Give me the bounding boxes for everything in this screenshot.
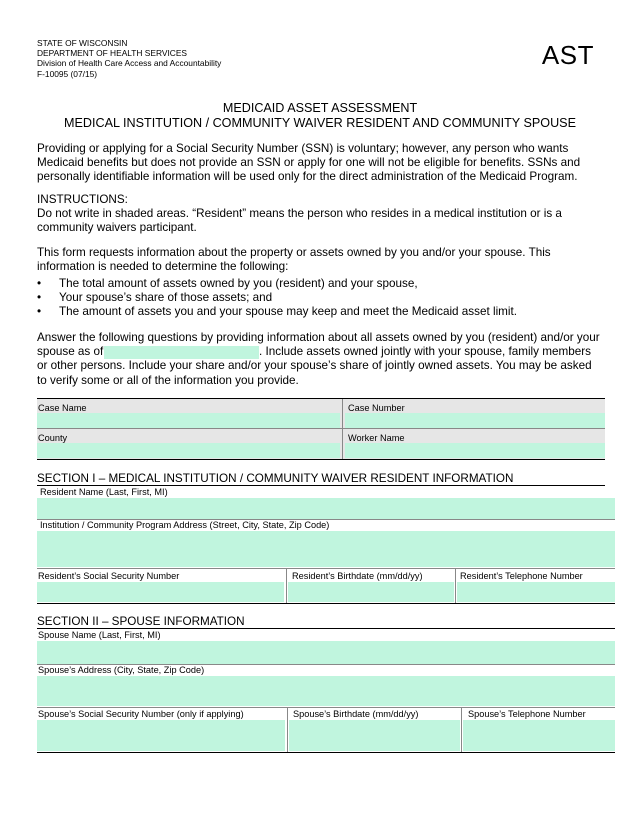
section-2-col-divider (461, 707, 462, 752)
header-department: DEPARTMENT OF HEALTH SERVICES (37, 48, 188, 59)
privacy-paragraph (37, 142, 605, 185)
privacy-line-3: personally identifiable information will be used only for the direct administration of the Medicaid Program. (37, 170, 578, 184)
resident-ssn-field[interactable] (37, 582, 284, 602)
resident-name-label: Resident Name (Last, First, MI) (40, 487, 168, 497)
resident-name-field[interactable] (37, 498, 615, 519)
answer-line-2-start: spouse as of (37, 345, 104, 359)
spouse-ssn-label: Spouse’s Social Security Number (only if applying) (38, 709, 244, 719)
section-1-title: SECTION I – MEDICAL INSTITUTION / COMMUNITY WAIVER RESIDENT INFORMATION (37, 472, 514, 485)
bullet-text: The amount of assets you and your spouse may keep and meet the Medicaid asset limit. (59, 305, 518, 319)
institution-address-label: Institution / Community Program Address (Street, City, State, Zip Code) (40, 520, 330, 530)
worker-name-label: Worker Name (348, 433, 405, 443)
header-division: Division of Health Care Access and Accountability (37, 58, 222, 69)
case-name-label: Case Name (38, 403, 87, 413)
instructions (37, 193, 605, 236)
spouse-birthdate-field[interactable] (289, 720, 460, 751)
bullet-icon: • (37, 305, 42, 319)
spouse-birthdate-label: Spouse’s Birthdate (mm/dd/yy) (293, 709, 419, 719)
case-table-divider (342, 399, 343, 459)
list-item (37, 305, 605, 319)
privacy-line-1: Providing or applying for a Social Security Number (SSN) is voluntary; however, any person who wants (37, 142, 569, 155)
resident-birthdate-field[interactable] (288, 582, 454, 602)
section-2-row-divider (37, 707, 615, 708)
section-1-col-divider (286, 568, 287, 603)
spouse-ssn-field[interactable] (37, 720, 285, 751)
list-item (37, 291, 605, 305)
spouse-name-label: Spouse Name (Last, First, MI) (38, 630, 161, 640)
purpose-paragraph (37, 246, 605, 274)
spouse-name-field[interactable] (37, 641, 615, 664)
bullet-text: The total amount of assets owned by you (resident) and your spouse, (59, 277, 418, 290)
header-form-number: F-10095 (07/15) (37, 68, 98, 79)
form-code: AST (541, 40, 594, 70)
list-item (37, 277, 605, 291)
answer-line-3: or other persons. Include your share and/or your spouse’s share of jointly owned assets. You may be asked (37, 359, 592, 373)
resident-ssn-label: Resident’s Social Security Number (38, 571, 180, 581)
resident-telephone-label: Resident’s Telephone Number (460, 571, 583, 581)
answer-paragraph (37, 331, 605, 388)
case-number-field[interactable] (345, 413, 605, 428)
spouse-telephone-label: Spouse’s Telephone Number (468, 709, 586, 719)
bullet-icon: • (37, 291, 42, 305)
section-2-bottom-border (37, 752, 615, 753)
agency-header (37, 38, 221, 79)
section-2-rule (37, 628, 615, 629)
case-table-row-divider (37, 428, 605, 429)
bullet-text: Your spouse’s share of those assets; and (59, 291, 273, 305)
purpose-line-2: information is needed to determine the following: (37, 260, 289, 274)
section-1-row-divider (37, 568, 615, 569)
answer-line-4: to verify some or all of the information you provide. (37, 373, 299, 387)
section-2-title: SECTION II – SPOUSE INFORMATION (37, 615, 245, 628)
resident-birthdate-label: Resident’s Birthdate (mm/dd/yy) (292, 571, 423, 581)
section-1-col-divider (455, 568, 456, 603)
instructions-line-1: Do not write in shaded areas. “Resident” means the person who resides in a medical institution or is a (37, 207, 562, 221)
bullet-list (37, 277, 605, 320)
purpose-line-1: This form requests information about the property or assets owned by you and/or your spouse. This (37, 246, 551, 259)
answer-line-2 (37, 345, 605, 359)
instructions-heading: INSTRUCTIONS: (37, 193, 128, 206)
answer-line-2-end: . Include assets owned jointly with your spouse, family members (259, 345, 591, 359)
resident-telephone-field[interactable] (457, 582, 615, 602)
worker-name-field[interactable] (345, 443, 605, 458)
as-of-date-field[interactable] (104, 346, 259, 359)
instructions-line-2: community waivers participant. (37, 221, 197, 235)
case-table-bottom-border (37, 459, 605, 460)
case-name-field[interactable] (37, 413, 340, 428)
county-label: County (38, 433, 68, 443)
answer-line-1: Answer the following questions by providing information about all assets owned by you (resident) and/or your (37, 331, 600, 344)
spouse-telephone-field[interactable] (463, 720, 615, 751)
county-field[interactable] (37, 443, 340, 458)
section-2-col-divider (287, 707, 288, 752)
section-1-rule (37, 485, 605, 486)
section-1-bottom-border (37, 603, 615, 604)
spouse-address-label: Spouse’s Address (City, State, Zip Code) (38, 665, 205, 675)
case-number-label: Case Number (348, 403, 405, 413)
institution-address-field[interactable] (37, 531, 615, 567)
form-subtitle: MEDICAL INSTITUTION / COMMUNITY WAIVER RESIDENT AND COMMUNITY SPOUSE (64, 116, 576, 130)
form-title: MEDICAID ASSET ASSESSMENT (222, 101, 418, 115)
bullet-icon: • (37, 277, 42, 290)
privacy-line-2: Medicaid benefits but does not provide an SSN or apply for one will not be eligible for benefits. SSNs and (37, 156, 581, 170)
spouse-address-field[interactable] (37, 676, 615, 706)
header-state: STATE OF WISCONSIN (37, 38, 128, 48)
